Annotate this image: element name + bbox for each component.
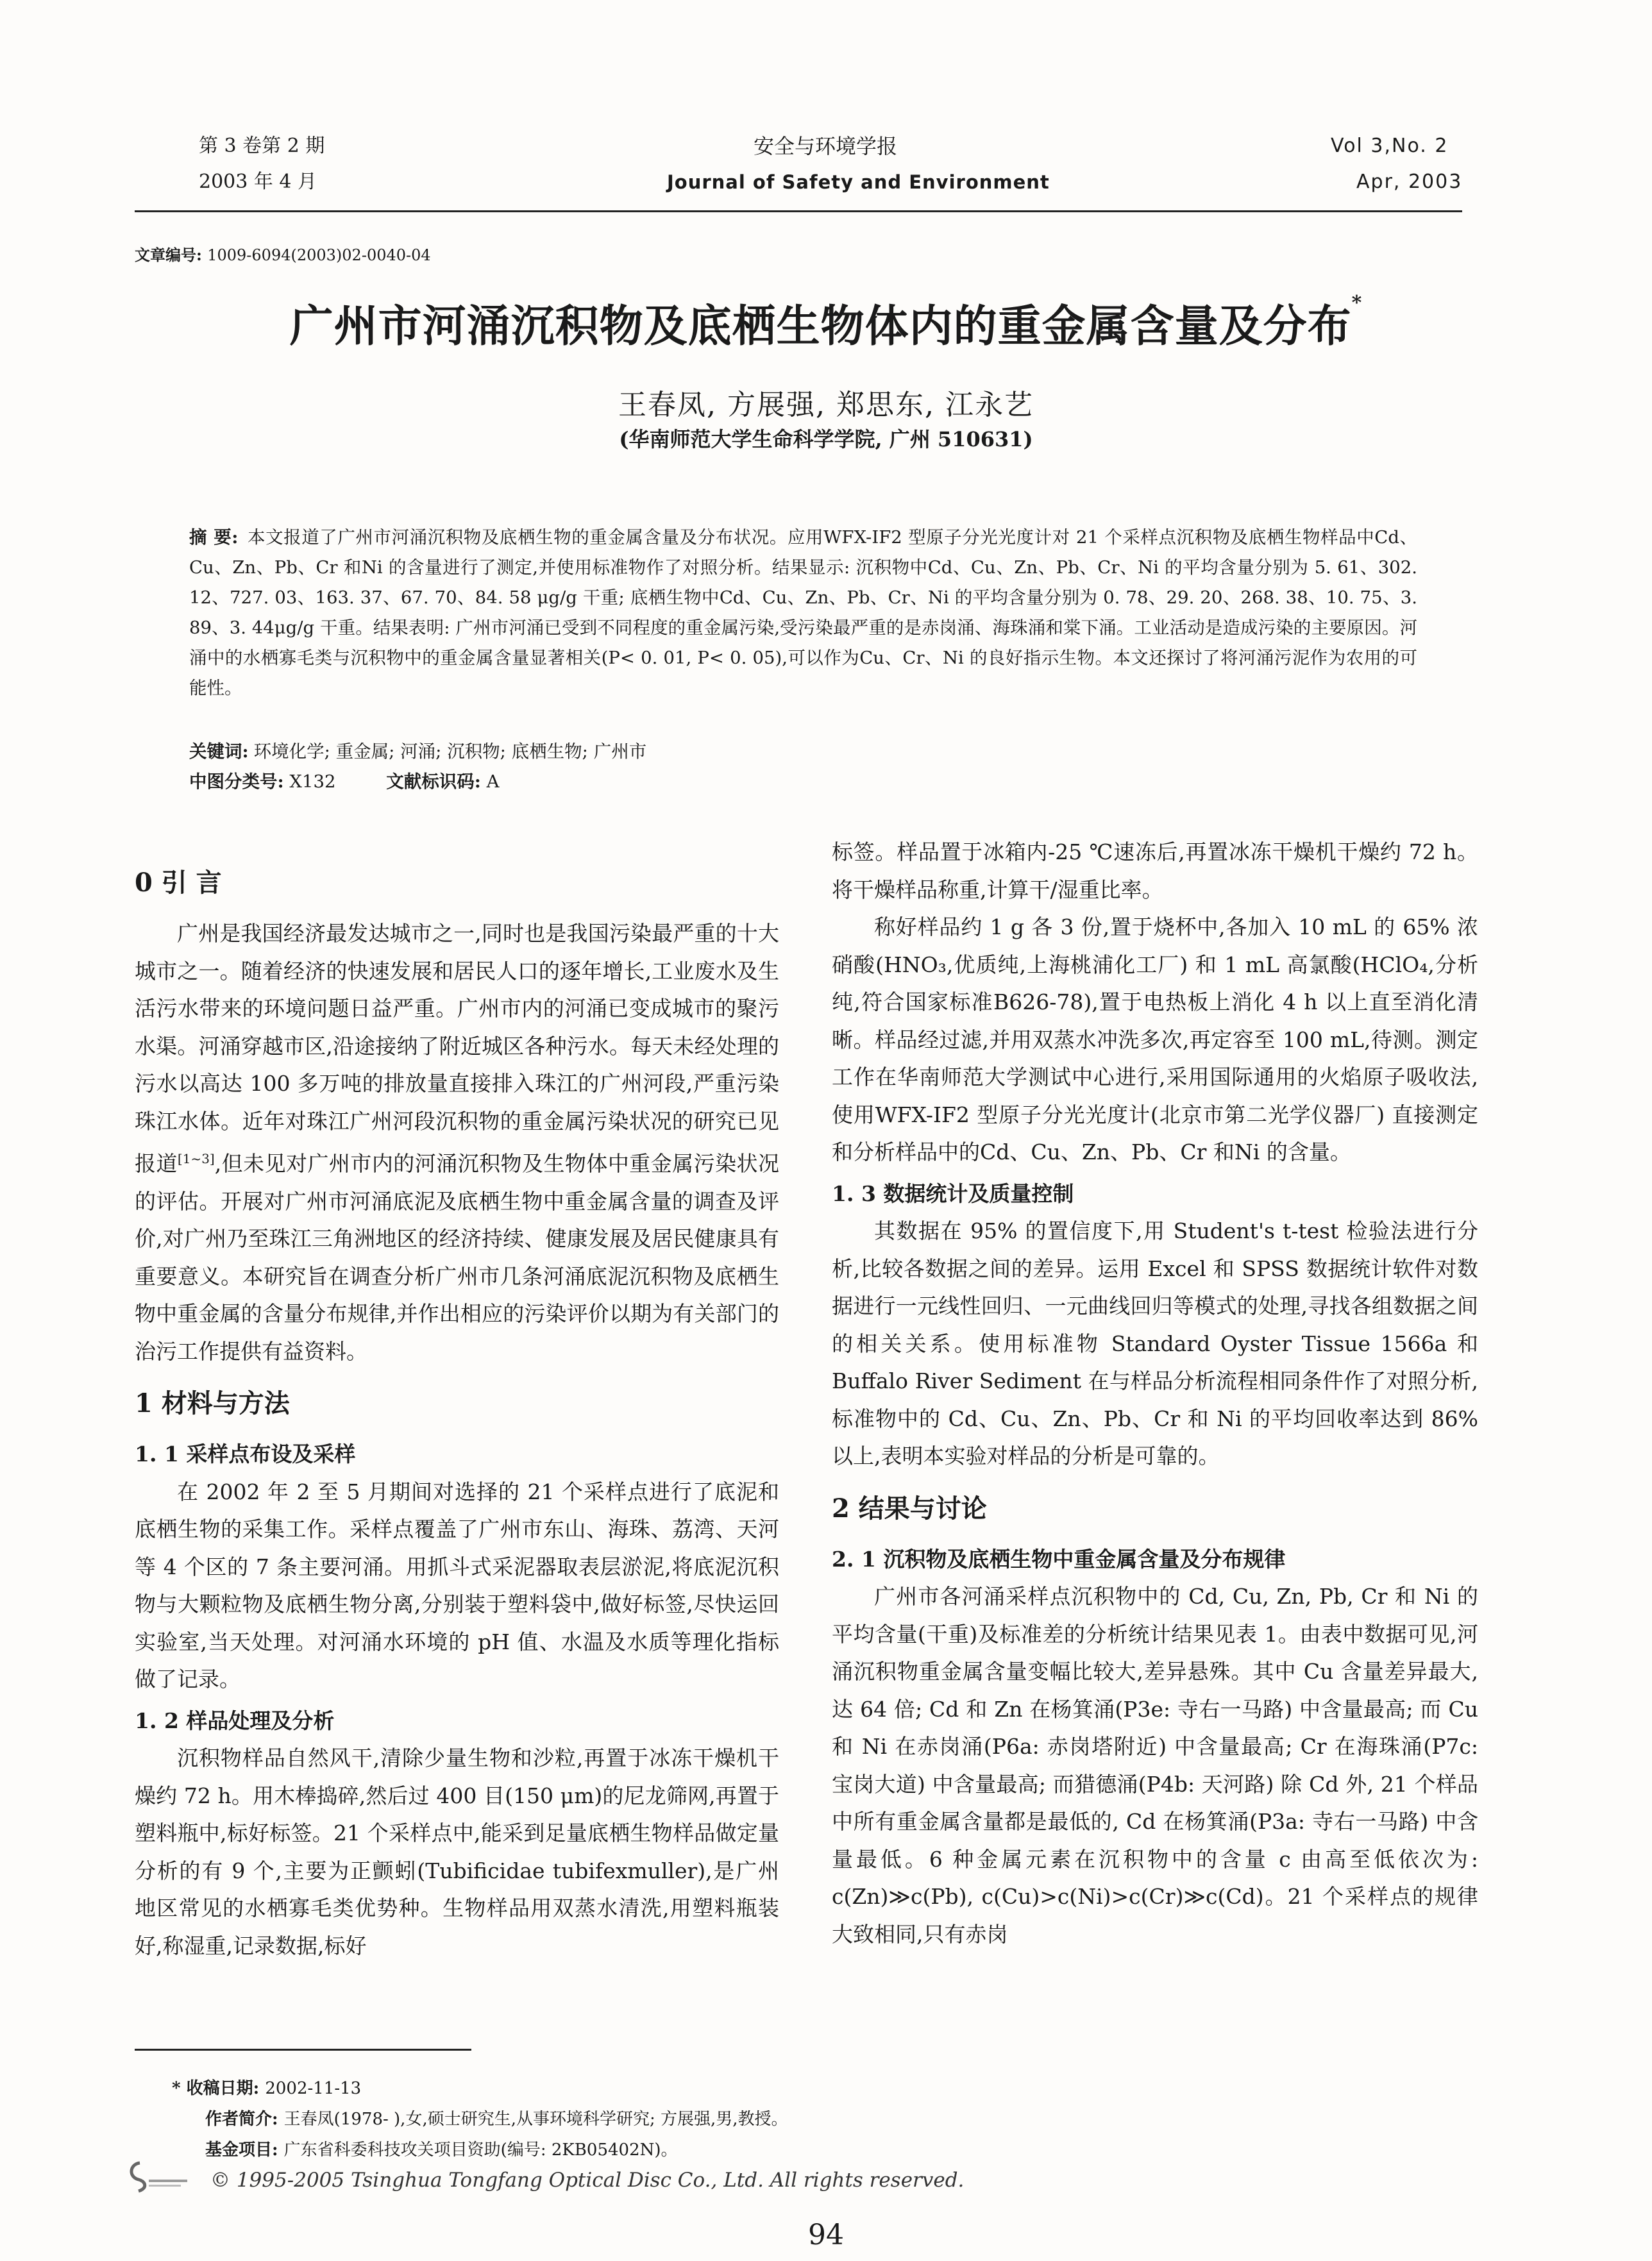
header-journal-cn: 安全与环境学报 [754,134,898,158]
copyright-notice: © 1995-2005 Tsinghua Tongfang Optical Disc Co., Ltd. All rights reserved. [210,2169,965,2192]
header-volume-cn: 第 3 卷第 2 期 [199,135,325,157]
abstract-text: 本文报道了广州市河涌沉积物及底栖生物的重金属含量及分布状况。应用WFX-IF2 型原子分光光度计对 21 个采样点沉积物及底栖生物样品中Cd、Cu、Zn、Pb、Cr 和Ni 的含量进行了测定,并使用标准物作了对照分析。结果显示: 沉积物中Cd、Cu、Zn、Pb、Cr、Ni 的平均含量分别为 5. 61、302. 12、727. 03、163. 37、67. 70、84. 58 μg/g 干重; 底栖生物中Cd、Cu、Zn、Pb、Cr、Ni 的平均含量分别为 0. 78、29. 20、268. 38、10. 75、3. 89、3. 44μg/g 干重。结果表明: 广州市河涌已受到不同程度的重金属污染,受污染最严重的是赤岗涌、海珠涌和棠下涌。工业活动是造成污染的主要原因。河涌中的水栖寡毛类与沉积物中的重金属含量显著相关(P< 0. 01, P< 0. 05),可以作为Cu、Cr、Ni 的良好指示生物。本文还探讨了将河涌污泥作为农用的可能性。 [189,527,1417,698]
section-1-3-heading: 1. 3 数据统计及质量控制 [832,1181,1074,1206]
fund-text: 广东省科委科技攻关项目资助(编号: 2KB05402N)。 [283,2140,678,2160]
header-date-en: Apr, 2003 [1356,171,1463,193]
affiliation: (华南师范大学生命科学学院, 广州 510631) [619,427,1033,451]
fund-label: 基金项目: [205,2140,278,2160]
header-volume-en: Vol 3,No. 2 [1331,135,1449,157]
section-1-3-paragraph: 其数据在 95% 的置信度下,用 Student's t-test 检验法进行分析,比较各数据之间的差异。运用 Excel 和 SPSS 数据统计软件对数据进行一元线性回归、一元曲线回归等模式的处理,寻找各组数据之间的相关关系。使用标准物 Standard Oyster Tissue 1566a 和 Buffalo River Sediment 在与样品分析流程相同条件作了对照分析,标准物中的 Cd、Cu、Zn、Pb、Cr 和 Ni 的平均回收率达到 86% 以上,表明本实验对样品的分析是可靠的。 [832,1218,1478,1468]
section-1-1-paragraph: 在 2002 年 2 至 5 月期间对选择的 21 个采样点进行了底泥和底栖生物的采集工作。采样点覆盖了广州市东山、海珠、荔湾、天河等 4 个区的 7 条主要河涌。用抓斗式采泥器取表层淤泥,将底泥沉积物与大颗粒物及底栖生物分离,分别装于塑料袋中,做好标签,尽快运回实验室,当天处理。对河涌水环境的 pH 值、水温及水质等理化指标做了记录。 [135,1479,779,1692]
header-journal-en: Journal of Safety and Environment [667,171,1050,193]
section-1-heading: 1 材料与方法 [135,1388,290,1418]
article-number [135,242,431,265]
doc-code-label: 文献标识码: [386,771,481,792]
doc-code-value: A [486,771,500,792]
citation-1-3: [1~3] [177,1151,215,1166]
digestion-paragraph: 称好样品约 1 g 各 3 份,置于烧杯中,各加入 10 mL 的 65% 浓硝酸(HNO₃,优质纯,上海桃浦化工厂) 和 1 mL 高氯酸(HClO₄,分析纯,符合国家标准B626-78),置于电热板上消化 4 h 以上直至消化清晰。样品经过滤,并用双蒸水冲洗多次,再定容至 100 mL,待测。测定工作在华南师范大学测试中心进行,采用国际通用的火焰原子吸收法,使用WFX-IF2 型原子分光光度计(北京市第二光学仪器厂) 直接测定和分析样品中的Cd、Cu、Zn、Pb、Cr 和Ni 的含量。 [832,914,1478,1164]
received-date: 2002-11-13 [265,2079,362,2098]
title-text: 广州市河涌沉积物及底栖生物体内的重金属含量及分布 [289,301,1352,352]
footnote-received [172,2074,361,2103]
article-title [0,292,1652,354]
section-2-heading: 2 结果与讨论 [832,1493,987,1524]
footnote-rule [135,2049,471,2051]
section-0-text-b: ,但未见对广州市内的河涌沉积物及生物体中重金属污染状况的评估。开展对广州市河涌底泥及底栖生物中重金属含量的调查及评价,对广州乃至珠江三角洲地区的经济持续、健康发展及居民健康具有重要意义。本研究旨在调查分析广州市几条河涌底泥沉积物及底栖生物中重金属的含量分布规律,并作出相应的污染评价以期为有关部门的治污工作提供有益资料。 [135,1151,779,1364]
section-1-2-paragraph: 沉积物样品自然风干,清除少量生物和沙粒,再置于冰冻干燥机干燥约 72 h。用木棒捣碎,然后过 400 目(150 μm)的尼龙筛网,再置于塑料瓶中,标好标签。21 个采样点中,能采到足量底栖生物样品做定量分析的有 9 个,主要为正颤蚓(Tubificidae tubifexmuller),是广州地区常见的水栖寡毛类优势种。生物样品用双蒸水清洗,用塑料瓶装好,称湿重,记录数据,标好 [135,1745,779,1958]
keywords-text: 环境化学; 重金属; 河涌; 沉积物; 底栖生物; 广州市 [253,741,647,762]
keywords [189,737,646,766]
abstract [189,523,1417,703]
header-date-cn: 2003 年 4 月 [199,171,317,193]
clc-value: X132 [289,771,336,792]
abstract-label: 摘 要: [189,527,239,548]
section-0-heading: 0 引 言 [135,868,222,898]
author-list: 王春凤, 方展强, 郑思东, 江永艺 [618,389,1034,421]
footnote-fund [205,2136,678,2165]
right-column [832,834,1478,1953]
section-1-1-heading: 1. 1 采样点布设及采样 [135,1441,356,1467]
article-number-value: 1009-6094(2003)02-0040-04 [207,246,431,264]
article-number-label: 文章编号: [135,246,202,264]
page-number: 94 [808,2219,844,2251]
left-column [135,850,779,1965]
section-0-text-a: 广州是我国经济最发达城市之一,同时也是我国污染最严重的十大城市之一。随着经济的快速发展和居民人口的逐年增长,工业废水及生活污水带来的环境问题日益严重。广州市内的河涌已变成城市的聚污水渠。河涌穿越市区,沿途接纳了附近城区各种污水。每天未经处理的污水以高达 100 多万吨的排放量直接排入珠江的广州河段,严重污染珠江水体。近年对珠江广州河段沉积物的重金属污染状况的研究已见报道 [135,921,779,1176]
section-2-1-heading: 2. 1 沉积物及底栖生物中重金属含量及分布规律 [832,1546,1286,1572]
received-label: * 收稿日期: [172,2079,260,2098]
classification [189,768,500,796]
keywords-label: 关键词: [189,741,249,762]
footnote-author [205,2105,788,2134]
section-1-2-continuation: 标签。样品置于冰箱内-25 ℃速冻后,再置冰冻干燥机干燥约 72 h。将干燥样品称重,计算干/湿重比率。 [832,839,1478,902]
header-rule [135,210,1462,212]
section-1-2-heading: 1. 2 样品处理及分析 [135,1708,335,1733]
author-bio-label: 作者简介: [205,2110,278,2129]
clc-label: 中图分类号: [189,771,284,792]
section-0-paragraph [135,915,779,1370]
publisher-logo-icon [122,2158,192,2195]
section-2-1-paragraph: 广州市各河涌采样点沉积物中的 Cd, Cu, Zn, Pb, Cr 和 Ni 的平均含量(干重)及标准差的分析统计结果见表 1。由表中数据可见,河涌沉积物重金属含量变幅比较大,差异悬殊。其中 Cu 含量差异最大,达 64 倍; Cd 和 Zn 在杨箕涌(P3e: 寺右一马路) 中含量最高; 而 Cu 和 Ni 在赤岗涌(P6a: 赤岗塔附近) 中含量最高; Cr 在海珠涌(P7c: 宝岗大道) 中含量最高; 而猎德涌(P4b: 天河路) 除 Cd 外, 21 个样品中所有重金属含量都是最低的, Cd 在杨箕涌(P3a: 寺右一马路) 中含量最低。6 种金属元素在沉积物中的含量 c 由高至低依次为: c(Zn)≫c(Pb), c(Cu)>c(Ni)>c(Cr)≫c(Cd)。21 个采样点的规律大致相同,只有赤岗 [832,1584,1479,1947]
author-bio: 王春凤(1978- ),女,硕士研究生,从事环境科学研究; 方展强,男,教授。 [283,2110,788,2129]
title-footnote-mark: * [1351,292,1363,314]
